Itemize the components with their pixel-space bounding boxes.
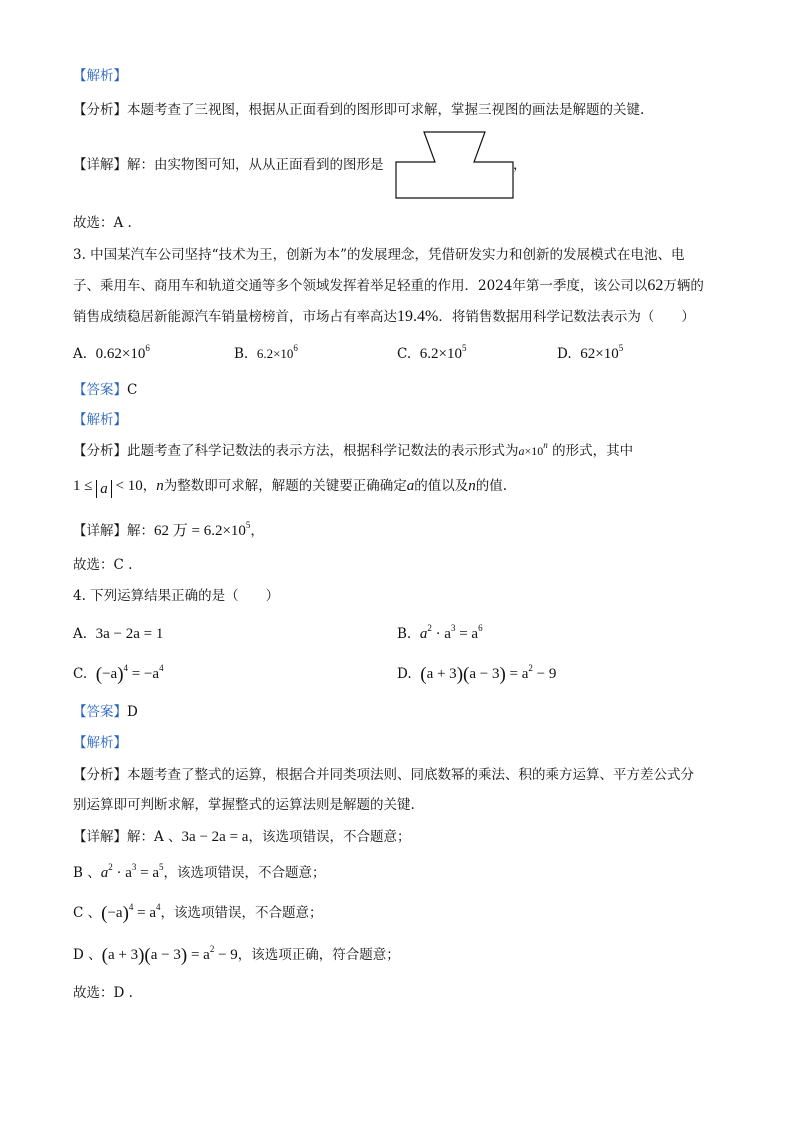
xiangjie-head: D 、 xyxy=(73,947,102,963)
q3-stem-pct: 19.4% xyxy=(397,308,439,325)
xiangjie-head: C 、 xyxy=(73,905,102,921)
figure-comma: ， xyxy=(513,157,527,173)
xiangjie-expr: $(-a)^4 = a^4$ xyxy=(101,902,161,924)
q3-option-a xyxy=(73,344,150,364)
xiangjie-tag: 【详解】 xyxy=(73,157,127,173)
q3-stem-line3-tail: ．将销售数据用科学记数法表示为（ ） xyxy=(438,309,695,325)
q4-option-b xyxy=(397,624,483,644)
q4-stem: 4. 下列运算结果正确的是（ ） xyxy=(73,588,280,604)
fenxi-text: 本题考查了整式的运算，根据合并同类项法则、同底数幂的乘法、积的乘方运算、平方差公式分 xyxy=(127,767,694,783)
option-label: D. xyxy=(397,666,412,682)
xiangjie-head: 解： xyxy=(127,523,154,539)
xiangjie-expr: $(a + 3)(a - 3) = a^2 - 9$ xyxy=(101,944,238,966)
q3-stem-line2-text: 子、乘用车、商用车和轨道交通等多个领域发挥着举足轻重的作用．2024年第一季度，该公司以 xyxy=(73,278,648,294)
q4-xiangjie-c xyxy=(73,903,323,924)
xiangjie-tag: 【详解】 xyxy=(73,829,127,845)
q3-stem-line1: 3. 中国某汽车公司坚持“技术为王，创新为本”的发展理念，凭借研发实力和创新的发展模式在电池、电 xyxy=(73,247,685,263)
q3-stem-line3-head: 销售成绩稳居新能源汽车销量榜榜首，市场占有率高达 xyxy=(73,309,397,325)
q2-guxuan: 故选：A . xyxy=(73,215,132,231)
q4-answer xyxy=(73,702,138,722)
option-expr: $(a + 3)(a - 3) = a^2 - 9$ xyxy=(420,663,557,685)
q3-fenxi-line2 xyxy=(73,476,507,498)
sci-notation-form: $a\times 10^n$ xyxy=(518,440,548,458)
option-label: A. xyxy=(73,346,88,362)
fenxi-text: 此题考查了科学记数法的表示方法，根据科学记数法的表示形式为 xyxy=(127,443,519,459)
var-a: a xyxy=(406,478,415,494)
fenxi-tag: 【分析】 xyxy=(73,443,127,459)
option-label: C. xyxy=(73,666,88,682)
q4-jiexi-heading xyxy=(73,733,127,753)
answer-value: D xyxy=(127,704,138,720)
option-expr: $0.62\times 10^6$ xyxy=(95,343,150,362)
front-view-figure xyxy=(392,130,516,200)
fenxi-text: 的值. xyxy=(475,478,507,494)
q3-stem-line2 xyxy=(73,276,704,296)
var-n: n xyxy=(468,478,476,494)
xiangjie-tail: ，该选项错误，不合题意； xyxy=(163,865,326,881)
xiangjie-tail: ，该选项错误，不合题意； xyxy=(248,829,411,845)
option-expr: $a^2 \cdot a^3 = a^6$ xyxy=(419,623,483,642)
xiangjie-expr: 3a − 2a = a xyxy=(181,829,249,845)
option-expr: $6.2\times 10^5$ xyxy=(419,343,467,362)
fenxi-tag: 【分析】 xyxy=(73,102,127,118)
answer-tag: 【答案】 xyxy=(73,382,127,398)
q4-guxuan: 故选：D . xyxy=(73,985,133,1001)
xiangjie-head: B 、 xyxy=(73,865,101,881)
q2-jiexi-heading xyxy=(73,66,127,86)
xiangjie-tail: ，该选项正确，符合题意； xyxy=(237,947,400,963)
q2-xiangjie xyxy=(73,155,384,175)
q3-option-d xyxy=(557,344,623,364)
jiexi-tag: 【解析】 xyxy=(73,735,127,751)
q2-fenxi xyxy=(73,100,644,120)
xiangjie-expr: 62 万 = $6.2\times 10^5$ xyxy=(154,520,251,539)
fenxi-text: 本题考查了三视图，根据从正面看到的图形即可求解，掌握三视图的画法是解题的关键. xyxy=(127,102,645,118)
xiangjie-tail: ，该选项错误，不合题意； xyxy=(160,905,323,921)
option-label: A. xyxy=(73,626,88,642)
comma: ， xyxy=(142,478,157,494)
option-label: D. xyxy=(557,346,572,362)
q3-answer xyxy=(73,380,137,400)
jiexi-tag: 【解析】 xyxy=(73,68,127,84)
fenxi-text: 的值以及 xyxy=(414,478,469,494)
option-expr: $6.2\times 10^6$ xyxy=(256,343,298,361)
q3-fenxi-line1 xyxy=(73,441,633,461)
xiangjie-tag: 【详解】 xyxy=(73,523,127,539)
q3-xiangjie xyxy=(73,521,264,541)
q4-fenxi-line2: 别运算即可判断求解，掌握整式的运算法则是解题的关键. xyxy=(73,797,415,813)
front-view-shape xyxy=(396,132,513,198)
xiangjie-tail: ， xyxy=(250,523,264,539)
inequality: 1 ≤ a < 10 xyxy=(73,478,143,497)
q3-jiexi-heading xyxy=(73,410,127,430)
q4-fenxi-line1 xyxy=(73,765,694,785)
option-expr: 3a − 2a = 1 xyxy=(95,626,164,642)
q4-option-a xyxy=(73,624,163,644)
answer-value: C xyxy=(127,382,138,398)
q4-option-d xyxy=(397,664,556,685)
q4-option-c xyxy=(73,664,164,685)
q3-stem-line3 xyxy=(73,307,695,327)
q4-xiangjie-d xyxy=(73,945,400,966)
q3-option-c xyxy=(397,344,466,364)
xiangjie-expr: $a^2 \cdot a^3 = a^5$ xyxy=(100,862,164,881)
fenxi-text: 为整数即可求解，解题的关键要正确确定 xyxy=(163,478,407,494)
option-expr: $(-a)^4 = -a^4$ xyxy=(95,663,164,685)
var-n: n xyxy=(156,478,164,494)
q4-xiangjie-b xyxy=(73,863,326,883)
q3-stem-line2-tail: 万辆的 xyxy=(663,278,704,294)
q3-option-b xyxy=(234,344,298,364)
fenxi-tag: 【分析】 xyxy=(73,767,127,783)
q4-xiangjie-a xyxy=(73,827,410,847)
fenxi-text-tail: 的形式，其中 xyxy=(552,443,634,459)
option-label: C. xyxy=(397,346,412,362)
option-label: B. xyxy=(234,346,249,362)
xiangjie-head: 解：A 、 xyxy=(127,829,182,845)
answer-tag: 【答案】 xyxy=(73,704,127,720)
q3-guxuan: 故选：C . xyxy=(73,557,133,573)
xiangjie-text: 解：由实物图可知，从从正面看到的图形是 xyxy=(127,157,384,173)
q3-stem-num: 62 xyxy=(647,277,664,294)
option-expr: $62\times 10^5$ xyxy=(580,343,624,362)
option-label: B. xyxy=(397,626,412,642)
jiexi-tag: 【解析】 xyxy=(73,412,127,428)
